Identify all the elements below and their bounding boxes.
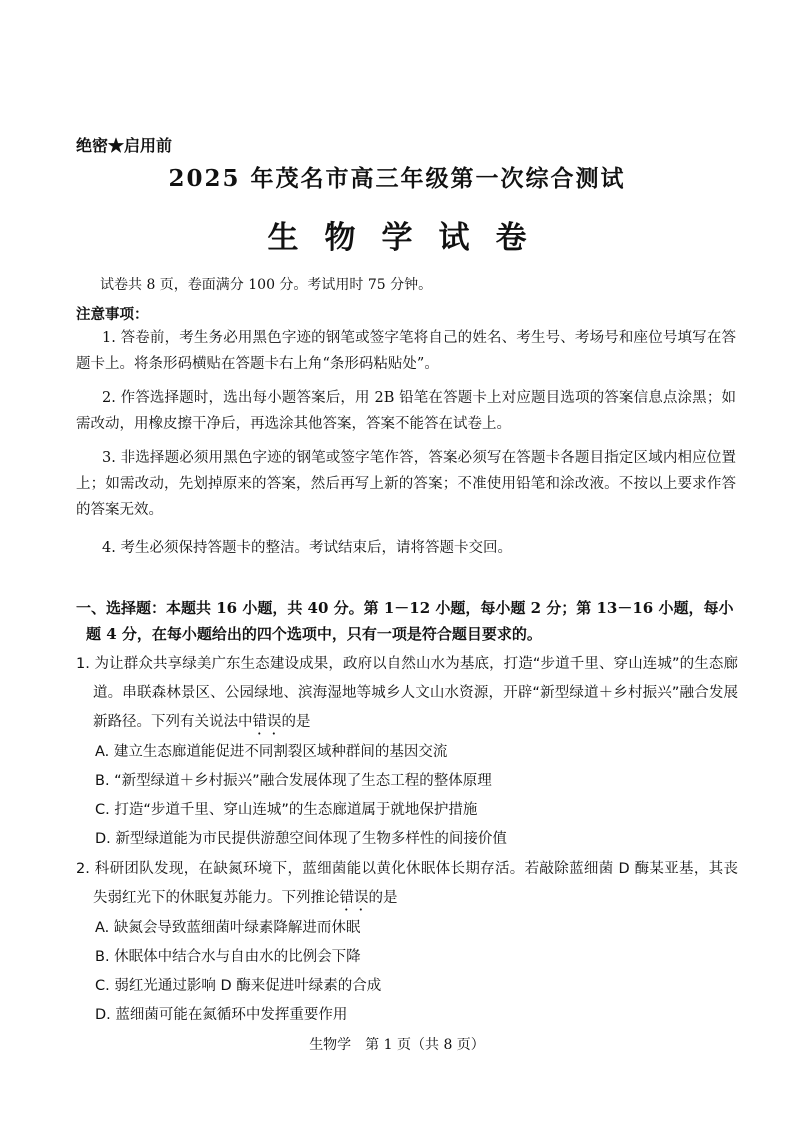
notice-item-2: 2. 作答选择题时，选出每小题答案后，用 2B 铅笔在答题卡上对应题目选项的答案信息点涂黑；如需改动，用橡皮擦干净后，再选涂其他答案，答案不能答在试卷上。	[76, 390, 736, 432]
question-1-option-c: C. 打造“步道千里、穿山连城”的生态廊道属于就地保护措施	[95, 802, 478, 818]
exam-info: 试卷共 8 页，卷面满分 100 分。考试用时 75 分钟。	[100, 277, 433, 293]
section-heading: 一、选择题：本题共 16 小题，共 40 分。第 1－12 小题，每小题 2 分；第 13－16 小题，每小题 4 分，在每小题给出的四个选项中，只有一项是符合题目要求的。	[76, 599, 734, 643]
question-1-option-b: B. “新型绿道＋乡村振兴”融合发展体现了生态工程的整体原理	[95, 773, 492, 789]
notice-item-4: 4. 考生必须保持答题卡的整洁。考试结束后，请将答题卡交回。	[102, 540, 512, 556]
page-footer: 生物学 第 1 页（共 8 页）	[309, 1037, 485, 1053]
secret-label: 绝密★启用前	[76, 136, 173, 155]
question-2-stem-end: 的是	[368, 890, 398, 906]
question-2-option-c: C. 弱红光通过影响 D 酶来促进叶绿素的合成	[95, 978, 382, 994]
question-2-option-b: B. 休眠体中结合水与自由水的比例会下降	[95, 949, 361, 965]
question-2-option-d: D. 蓝细菌可能在氮循环中发挥重要作用	[95, 1007, 348, 1023]
question-2	[76, 855, 738, 1030]
question-1-option-d: D. 新型绿道能为市民提供游憩空间体现了生物多样性的间接价值	[95, 831, 507, 847]
question-1-stem: 1. 为让群众共享绿美广东生态建设成果，政府以自然山水为基底，打造“步道千里、穿山连城”的生态廊道。串联森林景区、公园绿地、滨海湿地等城乡人文山水资源，开辟“新型绿道＋乡村振兴”融合发展新路径。下列有关说法中	[76, 656, 738, 730]
subject-title: 生物学试卷	[267, 220, 553, 256]
exam-title: 2025 年茂名市高三年级第一次综合测试	[168, 165, 626, 192]
question-1-emphasis: 错误	[252, 714, 282, 730]
question-1-stem-end: 的是	[281, 714, 311, 730]
question-2-stem: 2. 科研团队发现，在缺氮环境下，蓝细菌能以黄化休眠体长期存活。若敲除蓝细菌 D 酶某亚基，其丧失弱红光下的休眠复苏能力。下列推论	[76, 861, 738, 906]
question-1	[76, 650, 738, 854]
notice-heading: 注意事项：	[76, 306, 149, 323]
notice-item-1: 1. 答卷前，考生务必用黑色字迹的钢笔或签字笔将自己的姓名、考生号、考场号和座位号填写在答题卡上。将条形码横贴在答题卡右上角“条形码粘贴处”。	[76, 330, 736, 372]
question-2-option-a: A. 缺氮会导致蓝细菌叶绿素降解进而休眠	[95, 920, 361, 936]
question-1-option-a: A. 建立生态廊道能促进不同割裂区域种群间的基因交流	[95, 744, 448, 760]
question-2-emphasis: 错误	[339, 890, 369, 906]
notice-item-3: 3. 非选择题必须用黑色字迹的钢笔或签字笔作答，答案必须写在答题卡各题目指定区域内相应位置上；如需改动，先划掉原来的答案，然后再写上新的答案；不准使用铅笔和涂改液。不按以上要求作答的答案无效。	[76, 450, 736, 518]
